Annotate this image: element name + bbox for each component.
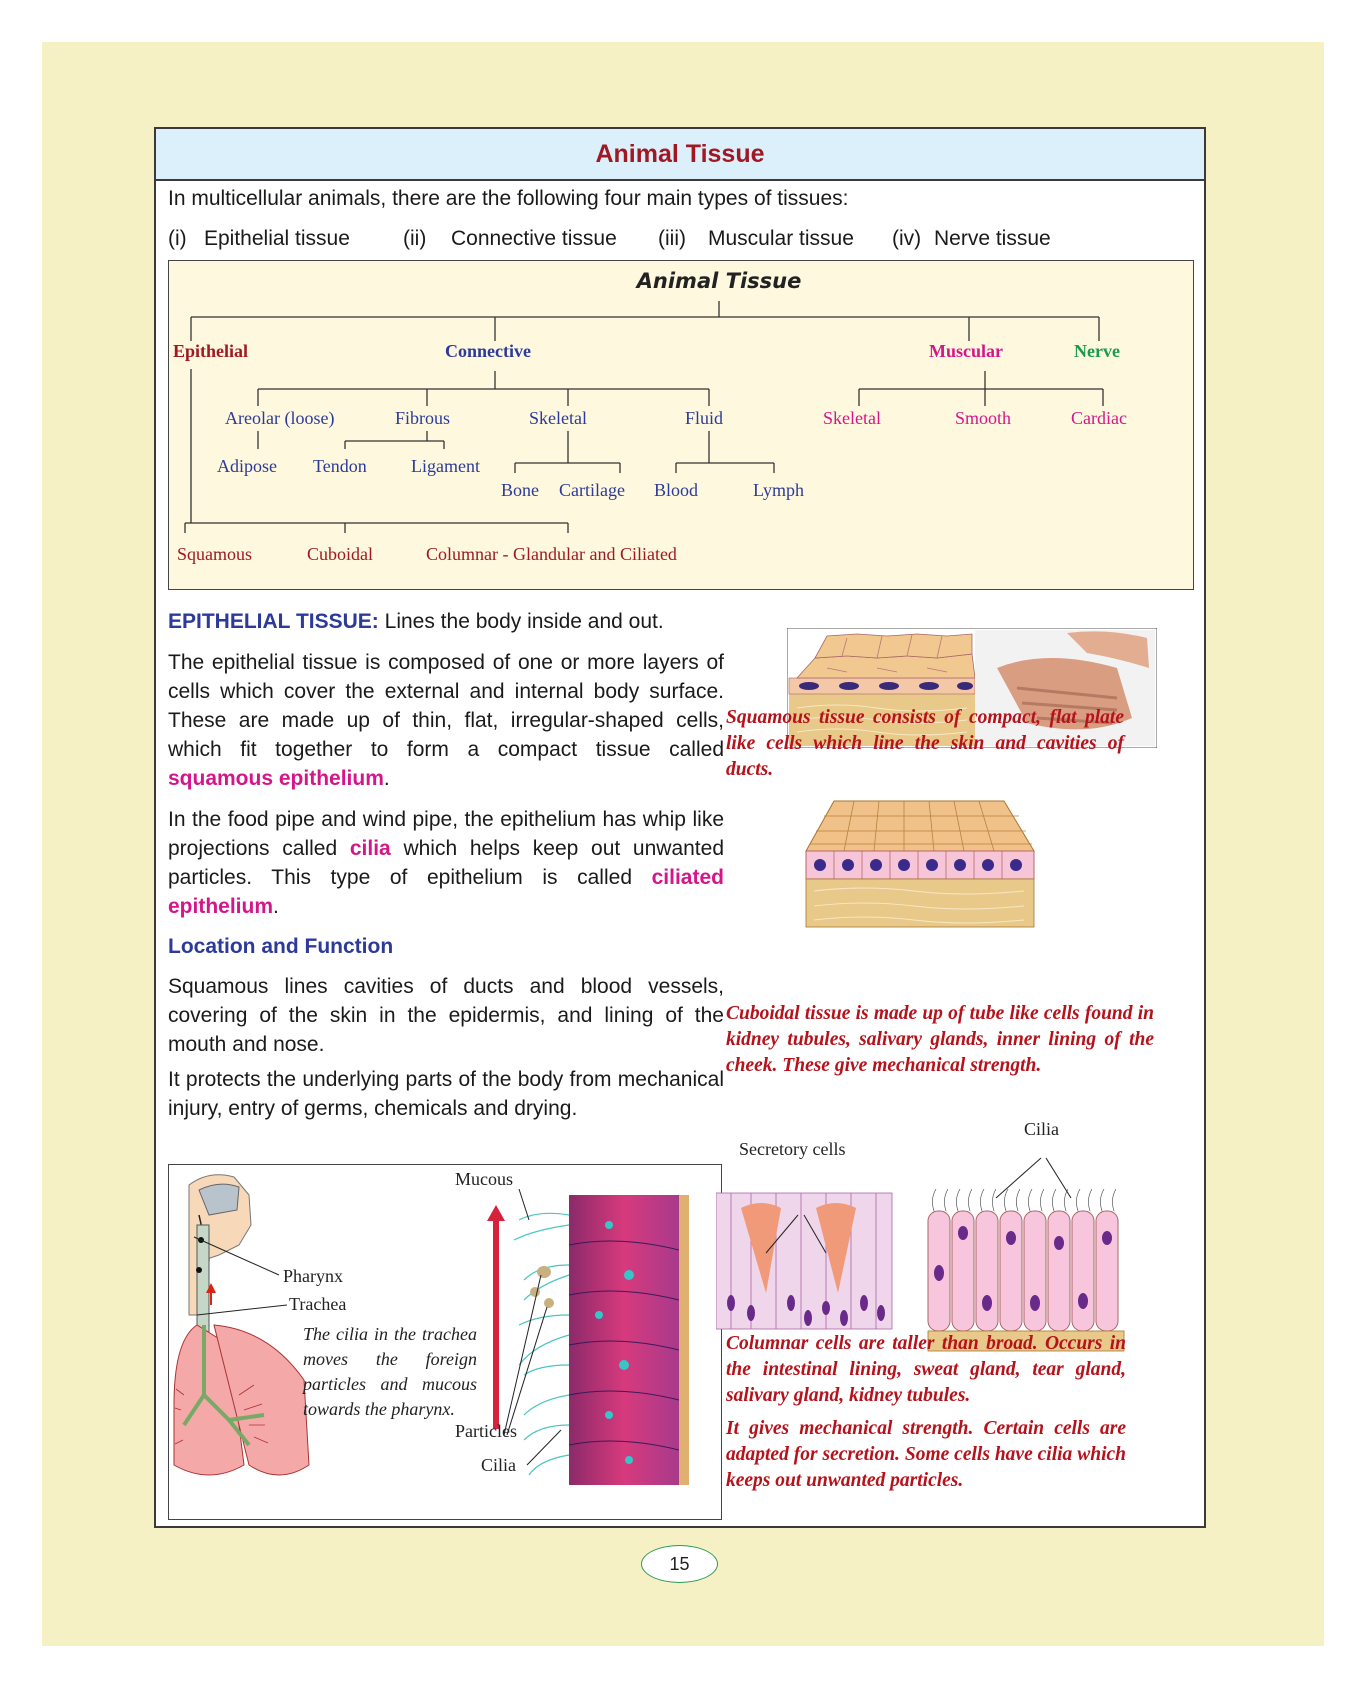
cuboidal-tissue-illustration [804, 796, 1036, 928]
cuboidal-caption: Cuboidal tissue is made up of tube like cells found in kidney tubules, salivary glands, inner lining of the cheek. These give mechanical strength. [726, 1003, 1154, 1076]
chart-node-skeletal-muscle: Skeletal [823, 408, 881, 428]
type-label: Muscular tissue [708, 227, 854, 250]
p2-text: In the food pipe and wind pipe, the epithelium has whip like projections called [168, 808, 724, 860]
chart-node-fibrous: Fibrous [395, 408, 451, 428]
epithelial-paragraph-3: Squamous lines cavities of ducts and blood vessels, covering of the skin in the epidermis, and lining of the mouth and nose. [168, 975, 724, 1056]
label-cilia-columnar: Cilia [1024, 1119, 1059, 1139]
chart-node-cartilage: Cartilage [559, 480, 625, 500]
columnar-caption: Columnar cells are taller than broad. Occurs in the intestinal lining, sweat gland, tear gland, salivary gland, kidney tubules. [726, 1333, 1126, 1406]
chart-node-squamous: Squamous [177, 544, 253, 564]
label-secretory-cells: Secretory cells [739, 1139, 846, 1159]
trachea-cilia-figure [168, 1164, 722, 1520]
chart-node-fluid: Fluid [685, 408, 724, 428]
chart-node-lymph: Lymph [753, 480, 805, 500]
term-squamous-epithelium: squamous epithelium [168, 767, 384, 790]
term-cilia: cilia [349, 837, 391, 860]
page-number: 15 [641, 1545, 718, 1583]
type-num: (ii) [403, 227, 427, 250]
type-label: Epithelial tissue [204, 227, 350, 250]
p2-mid: which helps keep out unwanted particles. This type of epithelium is called [168, 837, 725, 889]
epithelial-paragraph-1 [168, 648, 724, 793]
tissue-classification-chart [168, 260, 1194, 590]
label-trachea: Trachea [289, 1294, 347, 1314]
epithelial-heading-label: EPITHELIAL TISSUE: [168, 610, 379, 633]
chart-node-nerve: Nerve [1074, 341, 1120, 361]
chart-node-epithelial: Epithelial [173, 341, 249, 361]
columnar-function-caption: It gives mechanical strength. Certain cells are adapted for secretion. Some cells have cilia which keeps out unwanted particles. [726, 1418, 1126, 1491]
type-label: Connective tissue [451, 227, 617, 250]
label-cilia: Cilia [481, 1455, 516, 1475]
chart-node-blood: Blood [654, 480, 699, 500]
intro-text: In multicellular animals, there are the following four main types of tissues: [168, 187, 849, 210]
trachea-caption: The cilia in the trachea moves the foreign particles and mucous towards the pharynx. [303, 1324, 477, 1419]
epithelial-paragraph-4: It protects the underlying parts of the body from mechanical injury, entry of germs, chemicals and drying. [168, 1068, 724, 1120]
location-function-heading: Location and Function [168, 935, 394, 958]
p1-text: The epithelial tissue is composed of one or more layers of cells which cover the external and internal body surface. These are made up of thin, flat, irregular-shaped cells, which fit together to form a compact tissue called [168, 651, 724, 761]
squamous-caption: Squamous tissue consists of compact, flat plate like cells which line the skin and cavities of ducts. [726, 707, 1124, 780]
chart-node-connective: Connective [445, 341, 531, 361]
p1-end: . [383, 767, 390, 790]
label-particles: Particles [455, 1421, 517, 1441]
label-mucous: Mucous [455, 1169, 513, 1189]
epithelial-paragraph-2 [168, 805, 724, 921]
chart-node-cuboidal: Cuboidal [307, 544, 373, 564]
chart-node-tendon: Tendon [313, 456, 367, 476]
chart-node-muscular: Muscular [929, 341, 1003, 361]
chart-title: Animal Tissue [636, 269, 802, 293]
term-ciliated-epithelium: ciliated epithelium [168, 866, 724, 918]
label-pharynx: Pharynx [283, 1266, 343, 1286]
chart-node-cardiac: Cardiac [1071, 408, 1127, 428]
tissue-types-list [168, 227, 1188, 251]
type-num: (i) [168, 227, 187, 250]
epithelial-heading [168, 607, 724, 636]
chart-node-bone: Bone [501, 480, 539, 500]
chart-node-skeletal-connective: Skeletal [529, 408, 587, 428]
type-label: Nerve tissue [934, 227, 1051, 250]
chart-node-columnar: Columnar - Glandular and Ciliated [426, 544, 677, 564]
chart-node-smooth: Smooth [955, 408, 1012, 428]
type-num: (iii) [658, 227, 686, 250]
type-num: (iv) [892, 227, 922, 250]
columnar-tissue-illustration [716, 1153, 1146, 1353]
chart-node-adipose: Adipose [217, 456, 277, 476]
epithelial-heading-text: Lines the body inside and out. [378, 610, 664, 633]
p2-end: . [273, 895, 279, 918]
chart-node-ligament: Ligament [411, 456, 480, 476]
content-frame [154, 127, 1206, 1528]
page-title: Animal Tissue [156, 129, 1204, 181]
chart-node-areolar: Areolar (loose) [225, 408, 335, 428]
